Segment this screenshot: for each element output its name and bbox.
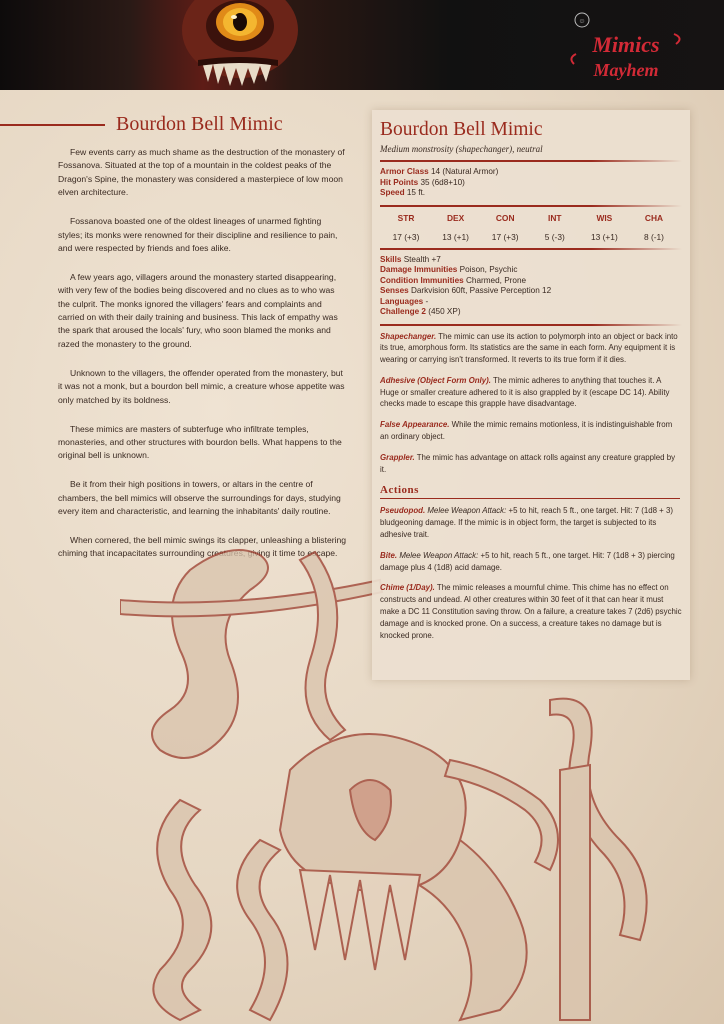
title-rule	[0, 124, 105, 126]
paragraph: When cornered, the bell mimic swings its clapper, unleashing a blistering chiming that incapacitates surrounding creatures, giving it time to escape.	[58, 534, 347, 559]
ability-con: CON 17 (+3)	[491, 212, 519, 242]
svg-text:Mimics: Mimics	[592, 32, 660, 57]
paragraph: Few events carry as much shame as the destruction of the monastery of Fossanova. Situated at the top of a mountain in the coldest peaks of the Dragon's Spine, the monastery was considered a masterpiece of low moon elven architecture.	[58, 147, 345, 198]
statblock-name: Bourdon Bell Mimic	[380, 119, 543, 140]
actions-rule	[380, 498, 680, 499]
actions-header: Actions	[380, 484, 419, 497]
condition-immunities: Condition Immunities Charmed, Prone	[380, 275, 527, 285]
statblock-type: Medium monstrosity (shapechanger), neutral	[380, 144, 543, 154]
monster-eye-artwork	[180, 0, 300, 90]
hit-points: Hit Points 35 (6d8+10)	[380, 177, 465, 187]
svg-text:Mayhem: Mayhem	[593, 60, 659, 80]
paragraph: These mimics are masters of subterfuge who infiltrate temples, monasteries, and other structures with bourdon bells. What happens to the original bell is unknown.	[58, 423, 342, 461]
action-bite: Bite. Melee Weapon Attack: +5 to hit, reach 5 ft., one target. Hit: 7 (1d8 + 3) piercing damage plus 4 (1d8) acid damage.	[380, 550, 675, 572]
tapered-rule	[380, 324, 682, 326]
action-chime: Chime (1/Day). The mimic releases a mournful chime. This chime has no effect on constructs and undead. Al other creatures within 30 feet of it that can hear it must make a DC 11 Constitution saving throw. On a failure, a creature takes 7 (2d6) psychic damage and is knocked prone. On a success, a creature takes no damage but is knocked prone.	[380, 583, 682, 640]
armor-class: Armor Class 14 (Natural Armor)	[380, 167, 499, 176]
ability-wis: WIS 13 (+1)	[590, 212, 618, 242]
tapered-rule	[380, 205, 682, 207]
svg-text:☺: ☺	[578, 17, 586, 25]
header-banner	[0, 0, 724, 90]
article-body	[58, 146, 348, 576]
trait-shapechanger: Shapechanger. The mimic can use its action to polymorph into an object or back into its true, amorphous form. Its statistics are the same in each form. Any equipment it is wearing or carrying isn't transformed. It reverts to its true form if it dies.	[380, 331, 678, 365]
paragraph: Be it from their high positions in towers, or altars in the centre of chambers, the bell mimics will observe the surroundings for days, studying every item and characteristic, and learning the inhabitants' daily routine.	[58, 479, 341, 517]
damage-immunities: Damage Immunities Poison, Psychic	[380, 265, 518, 274]
ability-dex: DEX 13 (+1)	[442, 212, 469, 242]
mimics-mayhem-logo	[564, 8, 684, 88]
ability-int: INT 5 (-3)	[544, 212, 565, 242]
action-pseudopod: Pseudopod. Melee Weapon Attack: +5 to hit, reach 5 ft., one target. Hit: 7 (1d8 + 3) bludgeoning damage. If the mimic is in object form, the target is subjected to its adhesive trait.	[380, 506, 673, 540]
statblock	[372, 110, 690, 680]
challenge: Challenge 2 (450 XP)	[380, 307, 461, 316]
speed: Speed 15 ft.	[380, 188, 426, 197]
paragraph: Fossanova boasted one of the oldest lineages of unarmed fighting styles; its monks were renowned for their discipline and resilience to pain, and were respected by friends and foes alike.	[58, 216, 338, 253]
tapered-rule	[380, 160, 682, 162]
languages: Languages -	[380, 296, 429, 306]
tapered-rule	[380, 248, 682, 250]
skills: Skills Stealth +7	[380, 254, 441, 264]
ability-str: STR 17 (+3)	[392, 212, 420, 242]
senses: Senses Darkvision 60ft, Passive Perception 12	[380, 286, 552, 295]
paragraph: Unknown to the villagers, the offender operated from the monastery, but it was not a monk, but a bourdon bell mimic, a creature whose appetite was only matched by its boldness.	[58, 367, 345, 405]
paragraph: A few years ago, villagers around the monastery started disappearing, with very few of the bodies being discovered and no clues as to who was the culprit. The monks ignored the villagers' fears and complaints and carried on with their daily training and business. This lack of empathy was the spark that aroused the locals' fury, who soon blamed the monks and razed the monastery to the ground.	[58, 271, 338, 349]
trait-false-appearance: False Appearance. While the mimic remains motionless, it is indistinguishable from an ordinary object.	[380, 420, 673, 442]
ability-scores	[380, 213, 682, 242]
trait-grappler: Grappler. The mimic has advantage on attack rolls against any creature grappled by it.	[380, 452, 676, 474]
trait-adhesive: Adhesive (Object Form Only). The mimic adheres to anything that touches it. A Huge or smaller creature adhered to it is also grappled by it (escape DC 14). Ability checks made to escape this grapple have disadvantage.	[380, 375, 670, 409]
ability-cha: CHA 8 (-1)	[643, 212, 664, 242]
article-title: Bourdon Bell Mimic	[116, 113, 283, 135]
